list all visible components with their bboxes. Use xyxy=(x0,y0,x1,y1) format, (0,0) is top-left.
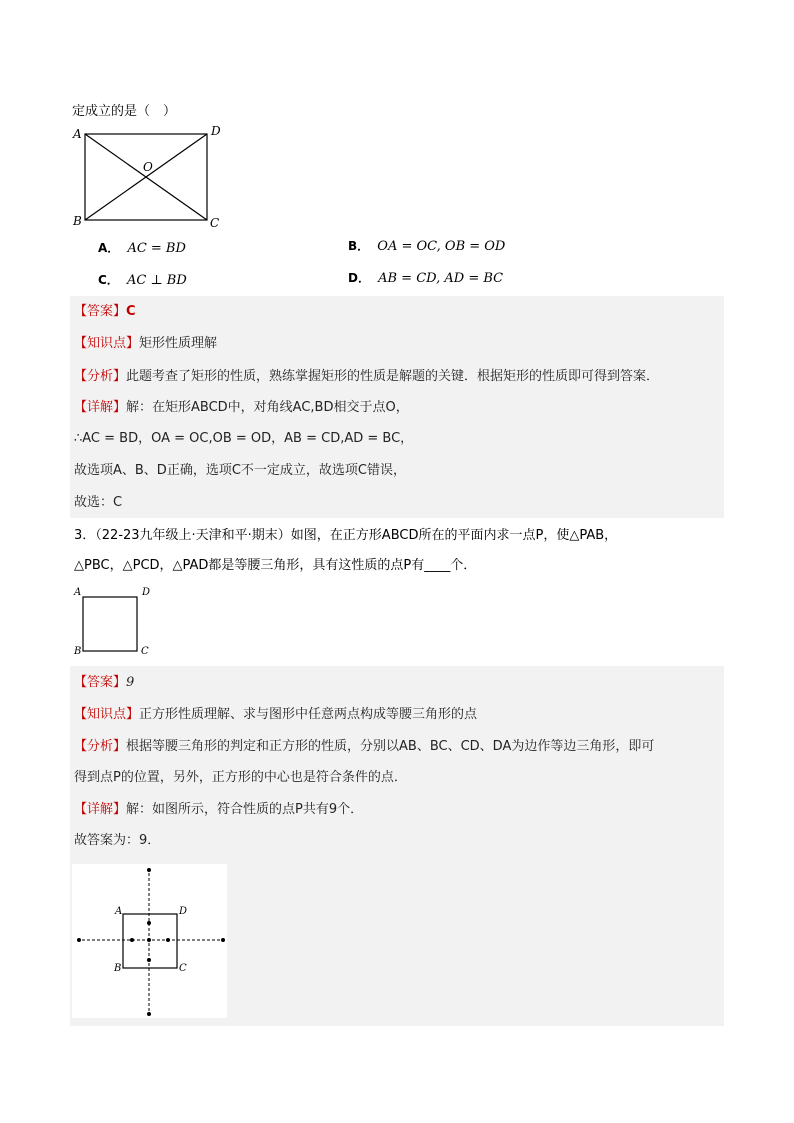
q3-analysis-line2: 得到点P的位置，另外，正方形的中心也是符合条件的点． xyxy=(74,770,407,785)
option-b-letter: B． xyxy=(348,239,370,253)
q2-answer-tag: 【答案】 xyxy=(74,304,127,319)
q3-stem-line2: △PBC，△PCD，△PAD都是等腰三角形，具有这性质的点P有____个． xyxy=(74,558,477,573)
sq-label-A: A xyxy=(74,587,82,598)
option-d-letter: D． xyxy=(348,271,370,285)
option-a-letter: A． xyxy=(98,241,120,255)
q3-analysis-tag: 【分析】 xyxy=(74,739,127,754)
q2-detail-line4: 故选：C xyxy=(74,495,123,510)
q2-detail-tag: 【详解】 xyxy=(74,400,127,415)
option-c-text: AC ⊥ BD xyxy=(126,273,187,288)
option-d[interactable] xyxy=(348,269,503,288)
label-O: O xyxy=(143,160,153,174)
square-diagram xyxy=(80,594,140,654)
q3-answer-value: 9 xyxy=(126,675,135,690)
solution-figure xyxy=(72,864,227,1018)
sol-label-D: D xyxy=(179,906,188,917)
q3-analysis-line1 xyxy=(74,738,654,756)
q2-knowledge xyxy=(74,335,217,353)
label-D: D xyxy=(211,124,221,138)
option-a-text: AC = BD xyxy=(127,241,186,256)
q3-detail-line2: 故答案为：9． xyxy=(74,833,161,848)
q2-detail-text1: 解：在矩形ABCD中，对角线AC,BD相交于点O， xyxy=(126,400,409,415)
q3-detail-text1: 解：如图所示，符合性质的点P共有9个． xyxy=(126,802,364,817)
label-B: B xyxy=(73,214,82,228)
q3-detail-line1 xyxy=(74,801,363,819)
q2-knowledge-tag: 【知识点】 xyxy=(74,336,140,351)
q3-knowledge xyxy=(74,706,477,724)
q2-stem-tail: 定成立的是（ ） xyxy=(72,104,177,119)
q3-answer xyxy=(74,674,134,692)
q2-answer xyxy=(74,303,136,321)
rectangle-diagram xyxy=(68,122,228,234)
solution-diagram xyxy=(72,864,227,1018)
q2-analysis-tag: 【分析】 xyxy=(74,369,127,384)
option-d-text: AB = CD, AD = BC xyxy=(378,271,504,286)
label-C: C xyxy=(210,216,220,230)
q3-knowledge-tag: 【知识点】 xyxy=(74,707,140,722)
q2-analysis xyxy=(74,368,659,386)
q3-knowledge-value: 正方形性质理解、求与图形中任意两点构成等腰三角形的点 xyxy=(139,707,478,722)
option-a[interactable] xyxy=(98,239,186,258)
q3-detail-tag: 【详解】 xyxy=(74,802,127,817)
sol-label-A: A xyxy=(115,906,123,917)
sol-label-B: B xyxy=(114,963,122,974)
q2-detail-line1 xyxy=(74,399,409,417)
q2-analysis-value: 此题考查了矩形的性质，熟练掌握矩形的性质是解题的关键．根据矩形的性质即可得到答案． xyxy=(126,369,660,384)
q3-stem-line1: 3．（22-23九年级上·天津和平·期末）如图，在正方形ABCD所在的平面内求一点P，使△PAB， xyxy=(74,528,618,543)
label-A: A xyxy=(73,127,82,141)
option-b[interactable] xyxy=(348,237,505,256)
sq-label-C: C xyxy=(141,646,149,657)
q2-knowledge-value: 矩形性质理解 xyxy=(139,336,218,351)
q3-answer-tag: 【答案】 xyxy=(74,675,127,690)
option-c-letter: C． xyxy=(98,273,119,287)
sq-label-B: B xyxy=(74,646,82,657)
option-c[interactable] xyxy=(98,271,187,290)
sol-label-C: C xyxy=(179,963,187,974)
q3-analysis-text1: 根据等腰三角形的判定和正方形的性质，分别以AB、BC、CD、DA为边作等边三角形，即可 xyxy=(126,739,655,754)
q2-detail-line2: ∴AC = BD，OA = OC,OB = OD，AB = CD,AD = BC， xyxy=(74,431,414,446)
option-b-text: OA = OC, OB = OD xyxy=(377,239,506,254)
sq-label-D: D xyxy=(142,587,151,598)
q2-answer-value: C xyxy=(126,304,136,319)
q2-detail-line3: 故选项A、B、D正确，选项C不一定成立，故选项C错误， xyxy=(74,463,406,478)
